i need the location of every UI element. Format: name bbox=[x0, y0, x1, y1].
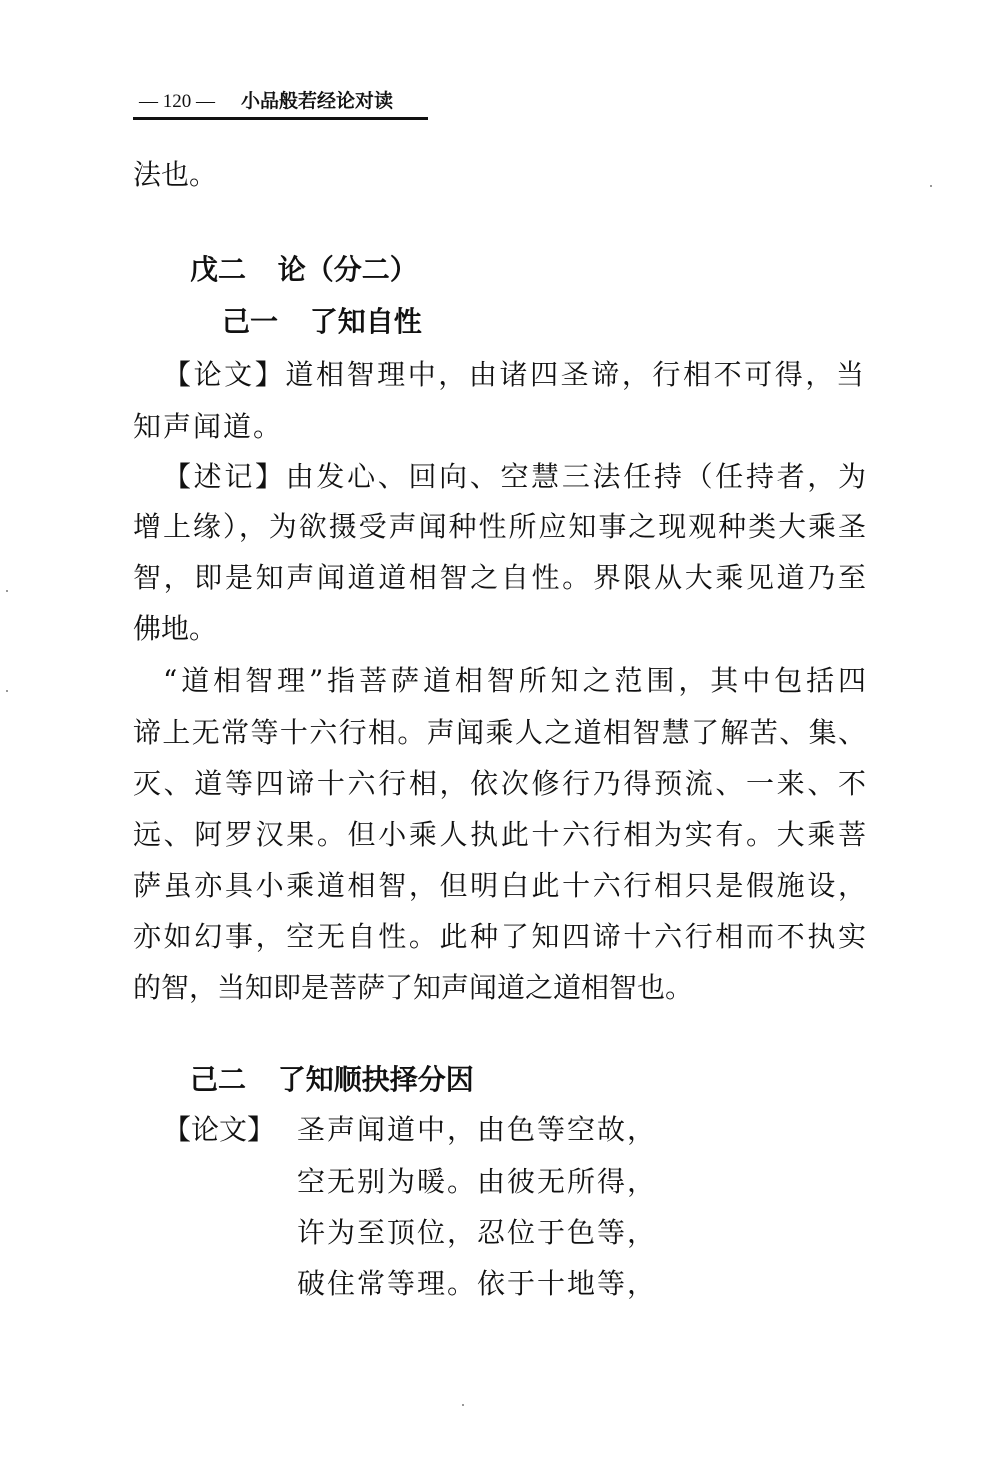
body-line: 萨虽亦具小乘道相智，但明白此十六行相只是假施设， bbox=[133, 869, 866, 902]
page-number: — 120 — bbox=[139, 91, 215, 112]
body-line: 的智，当知即是菩萨了知声闻道之道相智也。 bbox=[133, 971, 694, 1004]
shuji-label: 【述记】 bbox=[163, 460, 286, 493]
shuji-line: 智，即是知声闻道道相智之自性。界限从大乘见道乃至 bbox=[133, 561, 866, 594]
heading-title: 论（分二） bbox=[277, 253, 418, 286]
heading-number: 戊二 bbox=[190, 253, 247, 286]
lunwen-line: 知声闻道。 bbox=[133, 410, 284, 443]
heading-number: 己二 bbox=[190, 1063, 247, 1096]
section-heading-ji1 bbox=[222, 304, 622, 340]
shuji-text: 由发心、回向、空慧三法任持（任持者，为 bbox=[285, 460, 866, 493]
section-heading-wu2 bbox=[190, 252, 590, 288]
body-line: “道相智理”指菩萨道相智所知之范围，其中包括四 bbox=[163, 664, 866, 697]
section-heading-ji2 bbox=[190, 1062, 590, 1098]
lunwen-label: 【论文】 bbox=[163, 1113, 276, 1146]
scan-speck bbox=[930, 185, 932, 187]
scan-speck bbox=[462, 1404, 464, 1406]
heading-title: 了知顺抉择分因 bbox=[277, 1063, 474, 1096]
verse-line: 圣声闻道中，由色等空故， bbox=[297, 1113, 658, 1146]
scan-speck bbox=[6, 590, 8, 592]
verse-line: 许为至顶位，忍位于色等， bbox=[297, 1216, 658, 1249]
previous-paragraph-tail: 法也。 bbox=[133, 158, 218, 191]
heading-title: 了知自性 bbox=[309, 305, 422, 338]
lunwen-text: 道相智理中，由诸四圣谛，行相不可得，当 bbox=[285, 358, 866, 391]
body-line: 远、阿罗汉果。但小乘人执此十六行相为实有。大乘菩 bbox=[133, 818, 866, 851]
body-line: 灭、道等四谛十六行相，依次修行乃得预流、一来、不 bbox=[133, 767, 866, 800]
body-line: 谛上无常等十六行相。声闻乘人之道相智慧了解苦、集、 bbox=[133, 716, 866, 749]
shuji-line: 增上缘），为欲摄受声闻种性所应知事之现观种类大乘圣 bbox=[133, 510, 866, 543]
heading-number: 己一 bbox=[222, 305, 279, 338]
shuji-line: 佛地。 bbox=[133, 612, 218, 645]
scan-speck bbox=[6, 690, 8, 692]
running-header bbox=[133, 88, 428, 120]
shuji-line bbox=[163, 459, 866, 495]
verse-line: 空无别为暖。由彼无所得， bbox=[297, 1165, 658, 1198]
verse-line: 破住常等理。依于十地等， bbox=[297, 1267, 658, 1300]
lunwen-line bbox=[163, 357, 866, 393]
lunwen-label: 【论文】 bbox=[163, 358, 286, 391]
body-line: 亦如幻事，空无自性。此种了知四谛十六行相而不执实 bbox=[133, 920, 866, 953]
book-title: 小品般若经论对读 bbox=[241, 90, 394, 112]
